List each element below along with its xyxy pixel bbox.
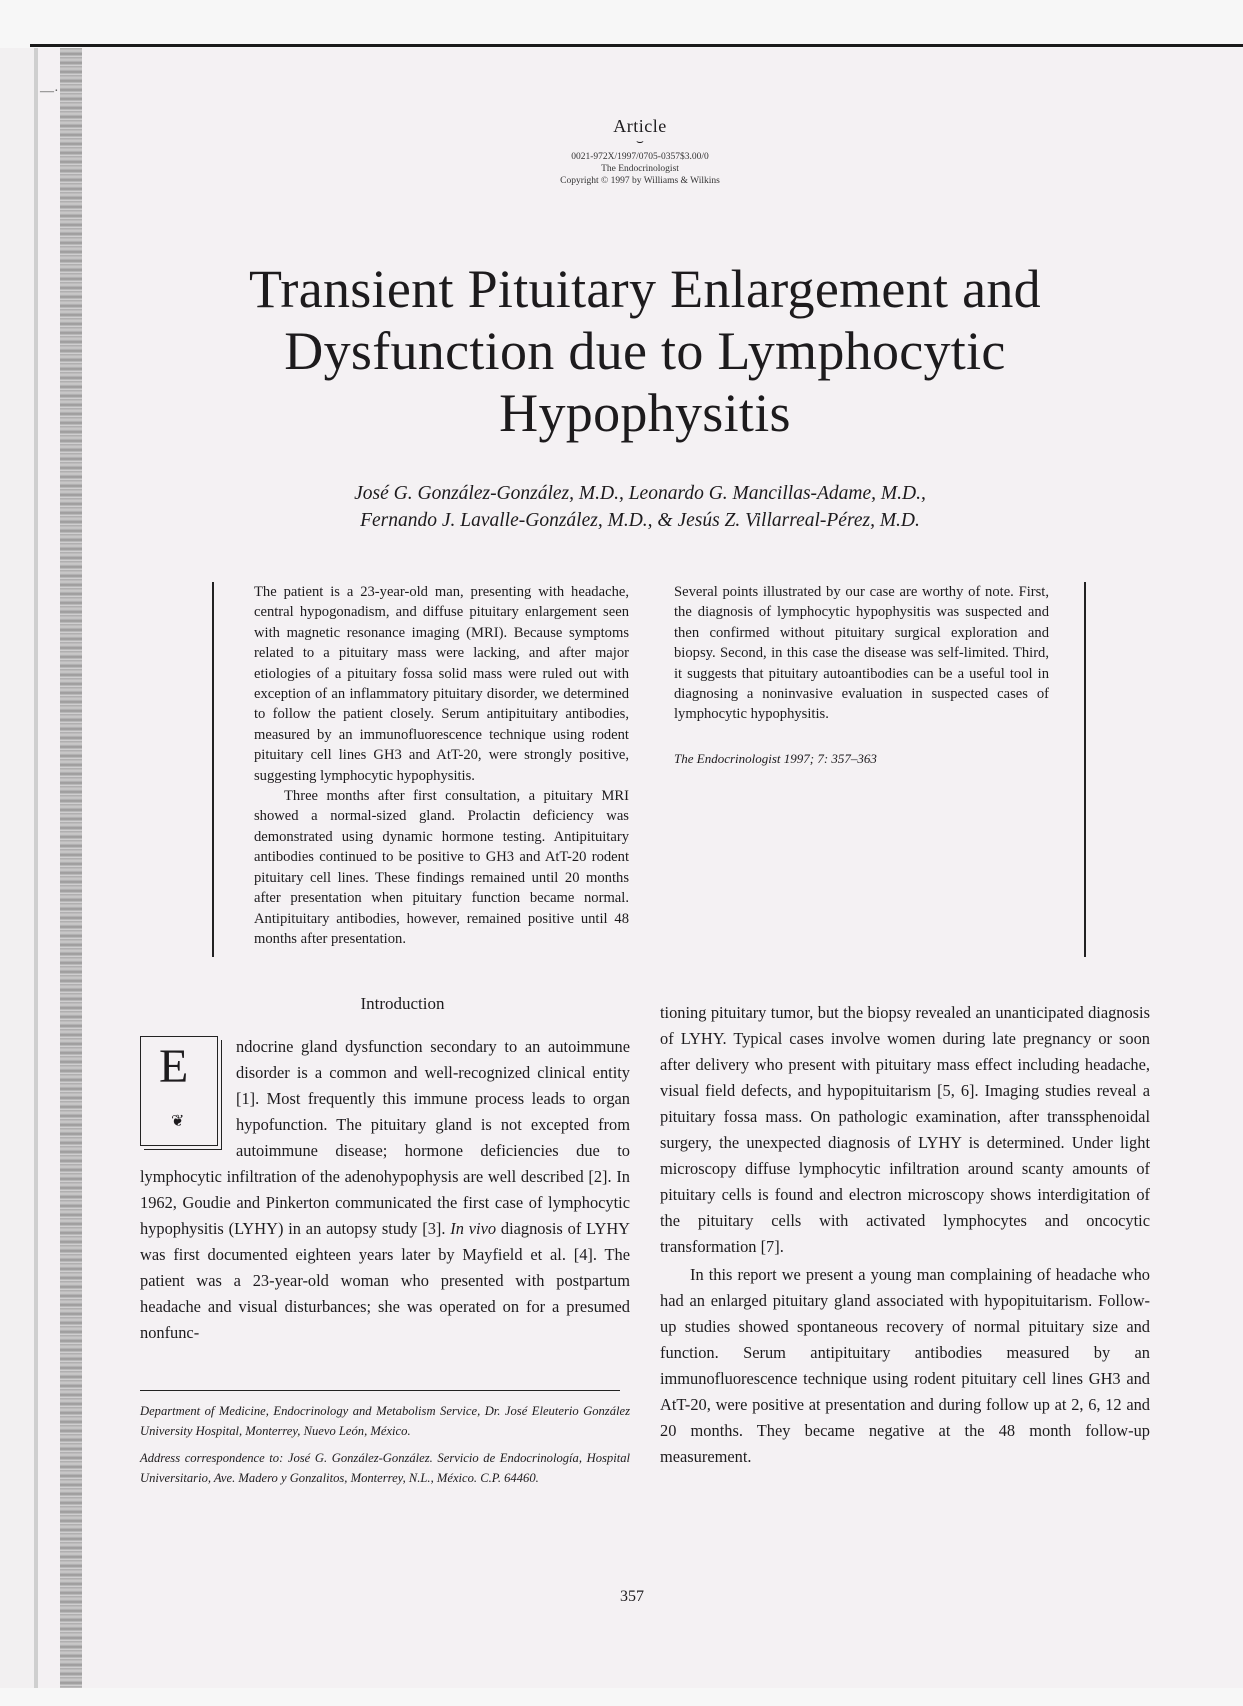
correspondence-note: Address correspondence to: José G. González-González. Servicio de Endocrinología, Hospital Universitario, Ave. Madero y Gonzalitos, Monterrey, N.L., México. C.P. 64460. [140,1451,630,1485]
author-line-1: José G. González-González, M.D., Leonardo G. Mancillas-Adame, M.D., [354,483,926,504]
page-number: 357 [620,1588,644,1605]
journal-line: The Endocrinologist [601,164,679,174]
article-kicker: Article [613,116,667,136]
intro-text-tail: diagnosis of LYHY was first documented eighteen years later by Mayfield et al. [4]. The patient was a 23-year-old woman who presented with postpartum headache and visual disturbances; she was operated on for a presumed nonfunc- [140,1219,630,1342]
footnote-divider [140,1390,620,1391]
scan-top-edge [0,0,1243,48]
abstract-column-right [674,582,1049,769]
intro-paragraph-continued: tioning pituitary tumor, but the biopsy revealed an unanticipated diagnosis of LYHY. Typical cases involve women during late pregnancy or soon after delivery who present with pituitary mass effect including headache, visual field defects, and hypopituitarism [5, 6]. Imaging studies reveal a pituitary fossa mass. On pathologic examination, after transsphenoidal surgery, the unexpected diagnosis of LYHY is determined. Under light microscopy diffuse lymphocytic infiltration around scanty amounts of pituitary cells is found and electron microscopy shows interdigitation of the pituitary cells with activated lymphocytes and oncocytic transformation [7]. [660,1003,1150,1256]
affiliation-note: Department of Medicine, Endocrinology and Metabolism Service, Dr. José Eleuterio González University Hospital, Monterrey, Nuevo León, México. [140,1404,630,1438]
fleuron-icon: ❦ [171,1113,185,1130]
article-title: Transient Pituitary Enlargement and Dysfunction due to Lymphocytic Hypophysitis [249,259,1041,443]
copyright-line: Copyright © 1997 by Williams & Wilkins [560,176,720,186]
abstract-column-left [254,582,629,949]
body-column-right [660,1000,1150,1470]
section-heading-introduction: Introduction [360,994,445,1013]
abstract-paragraph-3: Several points illustrated by our case are worthy of note. First, the diagnosis of lymphocytic hypophysitis was suspected and then confirmed without pituitary surgical exploration and biopsy. Second, in this case the disease was self-limited. Third, it suggests that pituitary autoantibodies can be a useful tool in diagnosing a noninvasive evaluation in suspected cases of lymphocytic hypophysitis. [674,584,1049,723]
body-column-left [140,1034,630,1346]
article-header [540,116,740,187]
intro-paragraph-2: In this report we present a young man complaining of headache who had an enlarged pituitary gland associated with hypopituitarism. Follow-up studies showed spontaneous recovery of normal pituitary size and function. Serum antipituitary antibodies measured by an immunofluorescence technique using rodent pituitary cell lines GH3 and AtT-20, were positive at presentation and during follow up at 2, 6, 12 and 20 months. They became negative at the 48 month follow-up measurement. [660,1265,1150,1466]
pencil-mark: —· [40,84,59,99]
scan-bottom-edge [0,1688,1243,1706]
journal-citation: The Endocrinologist 1997; 7: 357–363 [674,750,877,766]
author-list [200,480,1080,534]
intro-text-start: ndocrine gland dysfunction secondary to an autoimmune disorder is a common and well-recognized clinical entity [1]. Most frequently this immune process leads to organ hypofunction. The pituitary gland is not excepted from autoimmune disease; hormone deficiencies due to lymphocytic infiltration of the adenohypophysis are well described [2]. In 1962, Goudie and Pinkerton communicated the first case of lymphocytic hypophysitis (LYHY) in an autopsy study [3]. [140,1037,630,1238]
intro-italic-in-vivo: In vivo [450,1219,497,1238]
kicker-swash-ornament: ⌣ [636,134,644,148]
issn-line: 0021-972X/1997/0705-0357$3.00/0 [571,152,709,162]
author-line-2: Fernando J. Lavalle-González, M.D., & Jesús Z. Villarreal-Pérez, M.D. [360,510,920,531]
binding-shadow [60,48,82,1688]
drop-cap [140,1036,218,1146]
drop-cap-letter: E [159,1040,189,1093]
abstract-paragraph-2: Three months after first consultation, a pituitary MRI showed a normal-sized gland. Prolactin deficiency was demonstrated using dynamic hormone testing. Antipituitary antibodies continued to be positive to GH3 and AtT-20 rodent pituitary cell lines. These findings remained until 20 months after presentation when pituitary function became normal. Antipituitary antibodies, however, remained positive until 48 months after presentation. [254,788,629,947]
abstract-paragraph-1: The patient is a 23-year-old man, presenting with headache, central hypogonadism, and diffuse pituitary enlargement seen with magnetic resonance imaging (MRI). Because symptoms related to a pituitary mass were lacking, and after major etiologies of a pituitary fossa solid mass were ruled out with exception of an inflammatory pituitary disorder, we determined to follow the patient closely. Serum antipituitary antibodies, measured by an immunofluorescence technique using rodent pituitary cell lines GH3 and AtT-20, were strongly positive, suggesting lymphocytic hypophysitis. [254,584,629,784]
abstract-box [212,582,1086,957]
footnotes [140,1402,630,1496]
